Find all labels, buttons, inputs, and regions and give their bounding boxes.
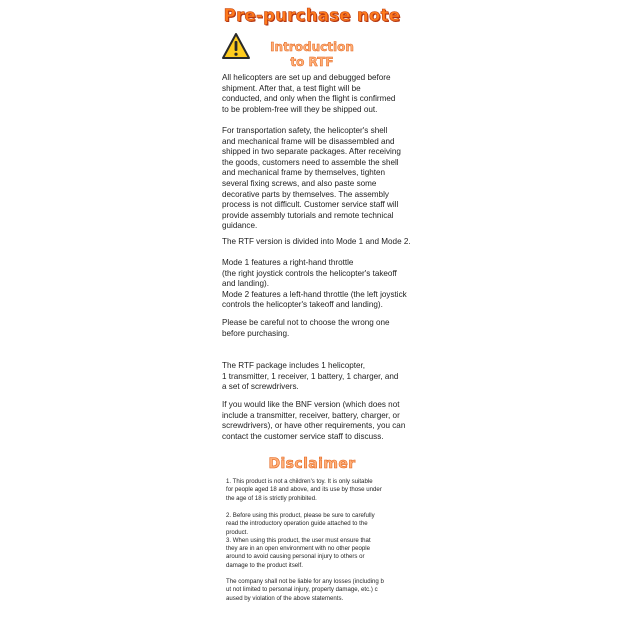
intro-heading: Introduction to RTF xyxy=(270,40,354,69)
intro-paragraph-setup: All helicopters are set up and debugged before shipment. After that, a test flight will be conducted, and only when the flight is confirmed to be problem-free will they be shipped out. xyxy=(222,73,396,114)
disclaimer-liability: The company shall not be liable for any losses (including b ut not limited to personal injury, property damage, etc.) c aused by violation of the above statements. xyxy=(226,578,384,602)
intro-paragraph-bnf: If you would like the BNF version (which does not include a transmitter, receiver, battery, charger, or screwdrivers), or have other requirements, you can contact the customer service staff to discuss. xyxy=(222,400,406,441)
intro-paragraph-throttle: Mode 1 features a right-hand throttle (the right joystick controls the helicopter's takeoff and landing). Mode 2 features a left-hand throttle (the left joystick controls the helicopter's takeoff and landing). xyxy=(222,258,407,310)
page-title: Pre-purchase note xyxy=(223,6,401,25)
disclaimer-heading: Disclaimer xyxy=(268,456,356,472)
intro-paragraph-shipping: For transportation safety, the helicopter's shell and mechanical frame will be disassembled and shipped in two separate packages. After receiving the goods, customers need to assemble the shell and mechanical frame by themselves, tighten several fixing screws, and also paste some decorative parts by themselves. The assembly process is not difficult. Customer service staff will provide assembly tutorials and remote technical guidance. xyxy=(222,126,401,231)
intro-paragraph-caution: Please be careful not to choose the wrong one before purchasing. xyxy=(222,318,390,338)
warning-icon xyxy=(221,32,251,60)
disclaimer-item-age: 1. This product is not a children's toy. It is only suitable for people aged 18 and above, and its use by those under the age of 18 is strictly prohibited. xyxy=(226,478,382,502)
disclaimer-item-usage: 2. Before using this product, please be sure to carefully read the introductory operation guide attached to the product. 3. When using this product, the user must ensure that they are in an open environment with no other people around to avoid causing personal injury to others or damage to the product itself. xyxy=(226,512,375,569)
intro-paragraph-modes: The RTF version is divided into Mode 1 and Mode 2. xyxy=(222,237,411,246)
intro-paragraph-package: The RTF package includes 1 helicopter, 1 transmitter, 1 receiver, 1 battery, 1 charger, and a set of screwdrivers. xyxy=(222,361,399,392)
